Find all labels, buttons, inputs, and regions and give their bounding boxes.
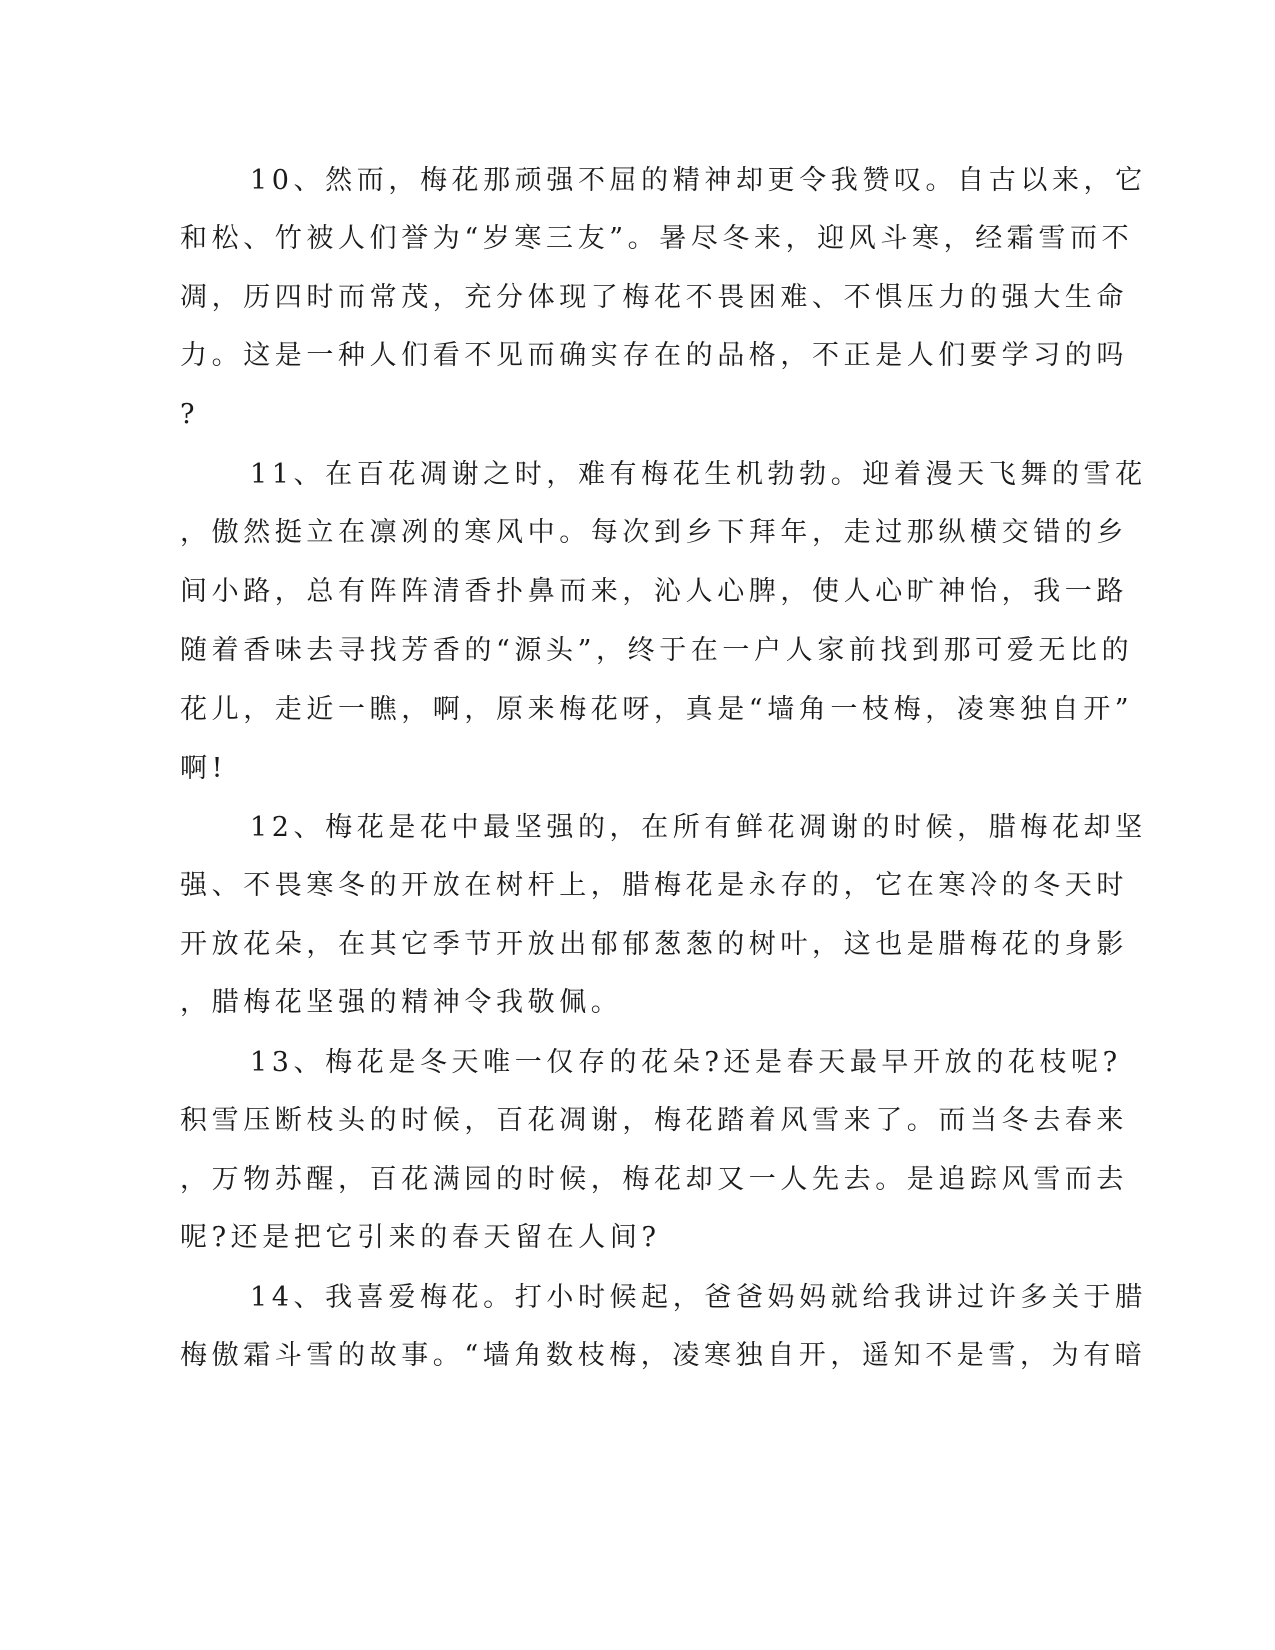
paragraph-line: 梅傲霜斗雪的故事。“墙角数枝梅，凌寒独自开，遥知不是雪，为有暗 [180,1340,1147,1371]
paragraph-line: 开放花朵，在其它季节开放出郁郁葱葱的树叶，这也是腊梅花的身影 [180,929,1128,960]
paragraph-line: 10、然而，梅花那顽强不屈的精神却更令我赞叹。自古以来，它 [250,165,1147,196]
paragraph-line: ? [180,399,200,430]
paragraph-line: 11、在百花凋谢之时，难有梅花生机勃勃。迎着漫天飞舞的雪花 [250,459,1147,490]
paragraph-line: 间小路，总有阵阵清香扑鼻而来，沁人心脾，使人心旷神怡，我一路 [180,576,1128,607]
paragraph-line: 啊! [180,753,228,784]
paragraph-line: 力。这是一种人们看不见而确实存在的品格，不正是人们要学习的吗 [180,340,1128,371]
paragraph-line: 强、不畏寒冬的开放在树杆上，腊梅花是永存的，它在寒冷的冬天时 [180,870,1128,901]
paragraph-line: 12、梅花是花中最坚强的，在所有鲜花凋谢的时候，腊梅花却坚 [250,812,1147,843]
paragraph-line: 呢?还是把它引来的春天留在人间? [180,1222,661,1253]
paragraph-line: ，万物苏醒，百花满园的时候，梅花却又一人先去。是追踪风雪而去 [180,1164,1128,1195]
paragraph-line: 和松、竹被人们誉为“岁寒三友”。暑尽冬来，迎风斗寒，经霜雪而不 [180,223,1134,254]
paragraph-line: 凋，历四时而常茂，充分体现了梅花不畏困难、不惧压力的强大生命 [180,282,1128,313]
paragraph-line: 花儿，走近一瞧，啊，原来梅花呀，真是“墙角一枝梅，凌寒独自开” [180,694,1134,725]
paragraph-line: 14、我喜爱梅花。打小时候起，爸爸妈妈就给我讲过许多关于腊 [250,1282,1147,1313]
paragraph-line: ，腊梅花坚强的精神令我敬佩。 [180,987,623,1018]
paragraph-line: 13、梅花是冬天唯一仅存的花朵?还是春天最早开放的花枝呢? [250,1047,1122,1078]
paragraph-line: 积雪压断枝头的时候，百花凋谢，梅花踏着风雪来了。而当冬去春来 [180,1105,1128,1136]
paragraph-line: 随着香味去寻找芳香的“源头”，终于在一户人家前找到那可爱无比的 [180,635,1134,666]
paragraph-line: ，傲然挺立在凛冽的寒风中。每次到乡下拜年，走过那纵横交错的乡 [180,517,1128,548]
